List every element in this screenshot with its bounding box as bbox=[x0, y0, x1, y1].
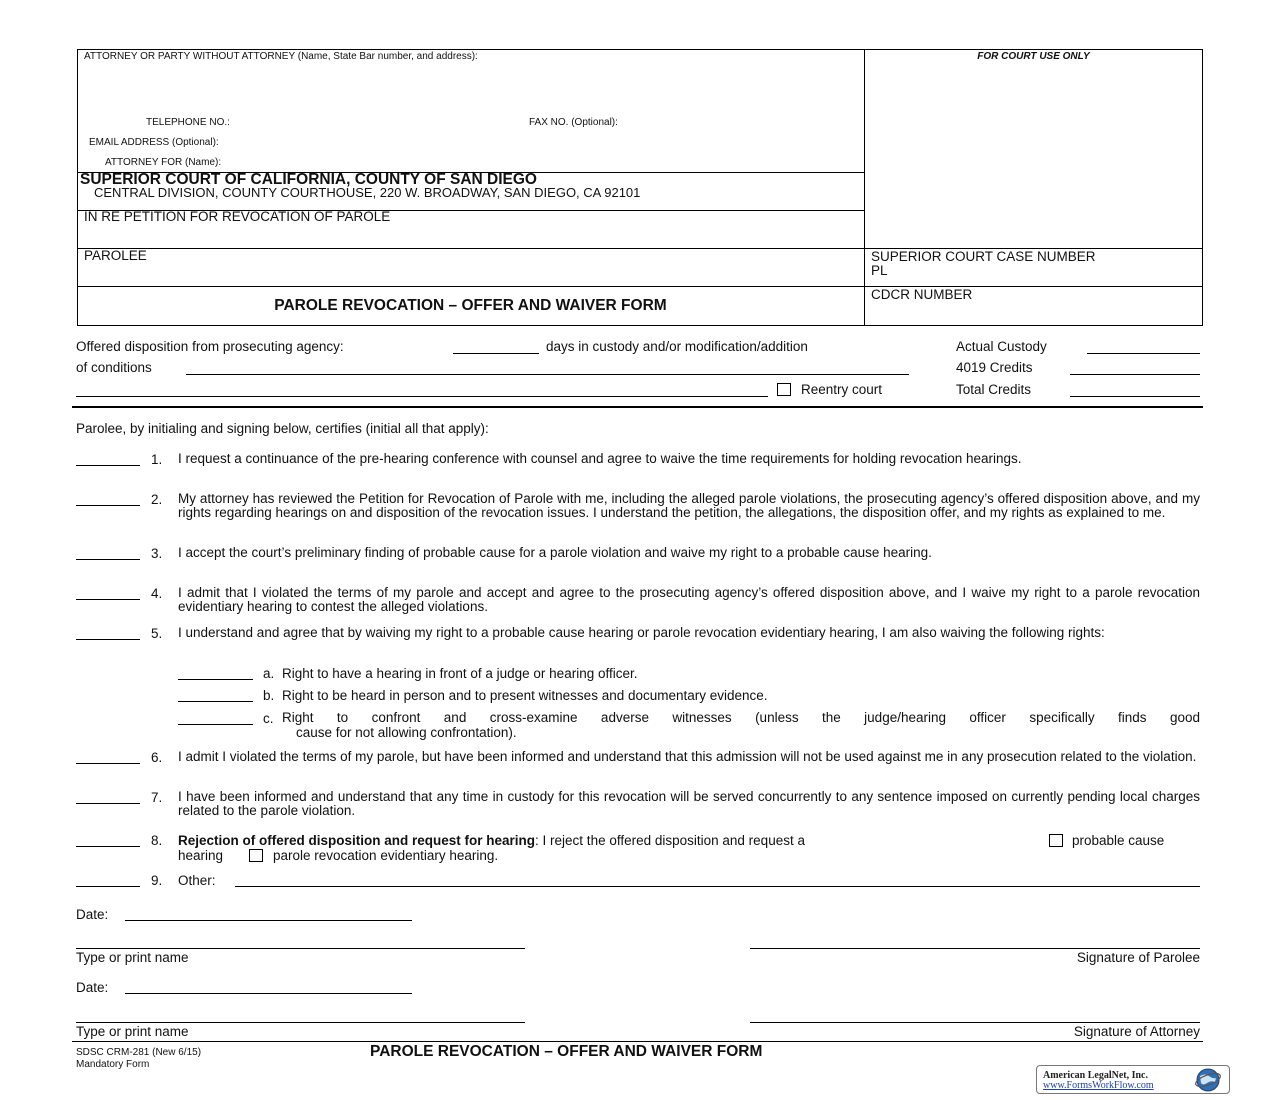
case-number-prefix: PL bbox=[871, 263, 888, 278]
initial-field-8[interactable] bbox=[76, 846, 140, 847]
type-name-label: Type or print name bbox=[76, 1024, 189, 1039]
court-address: CENTRAL DIVISION, COUNTY COURTHOUSE, 220 W. BROADWAY, SAN DIEGO, CA 92101 bbox=[94, 185, 641, 200]
parolee-date-field[interactable] bbox=[125, 920, 412, 921]
item-number: 4. bbox=[151, 586, 163, 601]
telephone-label: TELEPHONE NO.: bbox=[146, 117, 230, 128]
item-number: 6. bbox=[151, 750, 163, 765]
footer-rule bbox=[72, 1041, 1203, 1042]
signature-parolee-label: Signature of Parolee bbox=[1076, 950, 1200, 965]
other-field[interactable] bbox=[235, 886, 1200, 887]
item-8-bold: Rejection of offered disposition and request for hearing bbox=[178, 833, 536, 848]
logo-url: www.FormsWorkFlow.com bbox=[1043, 1080, 1154, 1091]
item-6-text: I admit I violated the terms of my parole, but have been informed and understand that this admission will not be used against me in any prosecution related to the violation. bbox=[178, 749, 1197, 764]
item-8-text-d: parole revocation evidentiary hearing. bbox=[273, 848, 499, 863]
actual-custody-label: Actual Custody bbox=[956, 339, 1047, 354]
initial-field-5[interactable] bbox=[76, 639, 140, 640]
initial-field-1[interactable] bbox=[76, 465, 140, 466]
probable-cause-checkbox[interactable] bbox=[1049, 834, 1063, 847]
legalnet-logo[interactable] bbox=[1036, 1065, 1230, 1094]
item-number: 5. bbox=[151, 626, 163, 641]
court-use-label: FOR COURT USE ONLY bbox=[977, 51, 1090, 62]
case-title: IN RE PETITION FOR REVOCATION OF PAROLE bbox=[84, 209, 391, 224]
type-name-label: Type or print name bbox=[76, 950, 189, 965]
item-number: 7. bbox=[151, 790, 163, 805]
item-1-text: I request a continuance of the pre-hearing conference with counsel and agree to waive the time requirements for holding revocation hearings. bbox=[178, 451, 1022, 466]
subitem-letter: b. bbox=[263, 688, 275, 703]
total-credits-label: Total Credits bbox=[956, 382, 1032, 397]
attorney-for-label: ATTORNEY FOR (Name): bbox=[105, 157, 222, 168]
email-label: EMAIL ADDRESS (Optional): bbox=[89, 137, 219, 148]
subitem-a-text: Right to have a hearing in front of a judge or hearing officer. bbox=[282, 666, 638, 681]
item-2-text: My attorney has reviewed the Petition for Revocation of Parole with me, including the alleged parole violations, the prosecuting agency’s offered disposition above, and my rights regarding hearings on and disposition of the revocation issues. I understand the petition, the allegations, the disposition offer, and my rights as explained to me. bbox=[178, 491, 1200, 520]
item-5-text: I understand and agree that by waiving my right to a probable cause hearing or parole revocation evidentiary hearing, I am also waiving the following rights: bbox=[178, 625, 1105, 640]
initial-field-5c[interactable] bbox=[178, 724, 253, 725]
subitem-letter: a. bbox=[263, 666, 275, 681]
conditions-field[interactable] bbox=[186, 374, 909, 375]
actual-custody-field[interactable] bbox=[1087, 353, 1200, 354]
initial-field-6[interactable] bbox=[76, 763, 140, 764]
conditions-field-2[interactable] bbox=[76, 396, 768, 397]
globe-icon bbox=[1193, 1067, 1223, 1093]
parolee-label: PAROLEE bbox=[84, 248, 147, 263]
date-label: Date: bbox=[76, 980, 109, 995]
offer-line1-a: Offered disposition from prosecuting agency: bbox=[76, 339, 344, 354]
item-8-text-a: : I reject the offered disposition and request a bbox=[535, 833, 805, 848]
credits-4019-label: 4019 Credits bbox=[956, 360, 1033, 375]
caption-divider bbox=[864, 49, 865, 326]
date-label: Date: bbox=[76, 907, 109, 922]
offer-line1-b: days in custody and/or modification/addition bbox=[546, 339, 808, 354]
initial-field-5b[interactable] bbox=[178, 701, 253, 702]
item-number: 9. bbox=[151, 873, 163, 888]
parolee-name-field[interactable] bbox=[76, 948, 525, 949]
item-4-text: I admit that I violated the terms of my parole and accept and agree to the prosecuting agency’s offered disposition above, and I waive my right to a parole revocation evidentiary hearing to contest the alleged violations. bbox=[178, 585, 1200, 614]
credits-4019-field[interactable] bbox=[1070, 374, 1200, 375]
form-title: PAROLE REVOCATION – OFFER AND WAIVER FORM bbox=[274, 297, 667, 314]
days-in-custody-field[interactable] bbox=[453, 353, 539, 354]
initial-field-2[interactable] bbox=[76, 505, 140, 506]
total-credits-field[interactable] bbox=[1070, 396, 1200, 397]
item-8-line1 bbox=[178, 833, 805, 848]
cdcr-number-label: CDCR NUMBER bbox=[871, 287, 973, 302]
initial-field-3[interactable] bbox=[76, 559, 140, 560]
item-number: 1. bbox=[151, 452, 163, 467]
section-rule bbox=[72, 406, 1203, 408]
subitem-b-text: Right to be heard in person and to present witnesses and documentary evidence. bbox=[282, 688, 768, 703]
mandatory-form: Mandatory Form bbox=[76, 1059, 150, 1070]
reentry-court-checkbox[interactable] bbox=[777, 383, 791, 396]
item-number: 2. bbox=[151, 492, 163, 507]
parolee-signature-field[interactable] bbox=[750, 948, 1200, 949]
initial-field-5a[interactable] bbox=[178, 679, 253, 680]
fax-label: FAX NO. (Optional): bbox=[529, 117, 618, 128]
item-number: 3. bbox=[151, 546, 163, 561]
offer-line2: of conditions bbox=[76, 360, 152, 375]
item-7-text: I have been informed and understand that any time in custody for this revocation will be served concurrently to any sentence imposed on currently pending local charges related to the parole violation. bbox=[178, 789, 1200, 818]
item-3-text: I accept the court’s preliminary finding of probable cause for a parole violation and waive my right to a probable cause hearing. bbox=[178, 545, 932, 560]
attorney-date-field[interactable] bbox=[125, 993, 412, 994]
item-8-text-b: probable cause bbox=[1072, 833, 1165, 848]
other-label: Other: bbox=[178, 873, 216, 888]
item-8-text-c: hearing bbox=[178, 848, 224, 863]
case-number-label: SUPERIOR COURT CASE NUMBER bbox=[871, 249, 1096, 264]
subitem-letter: c. bbox=[263, 711, 274, 726]
attorney-name-field[interactable] bbox=[76, 1022, 525, 1023]
item-number: 8. bbox=[151, 833, 163, 848]
attorney-label: ATTORNEY OR PARTY WITHOUT ATTORNEY (Name, State Bar number, and address): bbox=[84, 51, 478, 62]
initial-field-7[interactable] bbox=[76, 803, 140, 804]
subitem-c-text-2: cause for not allowing confrontation). bbox=[296, 725, 517, 740]
attorney-signature-field[interactable] bbox=[750, 1022, 1200, 1023]
signature-attorney-label: Signature of Attorney bbox=[1073, 1024, 1200, 1039]
certify-intro: Parolee, by initialing and signing below, certifies (initial all that apply): bbox=[76, 421, 489, 436]
form-id: SDSC CRM-281 (New 6/15) bbox=[76, 1047, 202, 1058]
reentry-court-label: Reentry court bbox=[801, 382, 883, 397]
court-name: SUPERIOR COURT OF CALIFORNIA, COUNTY OF SAN DIEGO bbox=[80, 171, 537, 188]
evidentiary-hearing-checkbox[interactable] bbox=[249, 849, 263, 862]
subitem-c-text: Right to confront and cross-examine adverse witnesses (unless the judge/hearing officer specifically finds good bbox=[282, 710, 1200, 725]
footer-title: PAROLE REVOCATION – OFFER AND WAIVER FORM bbox=[370, 1043, 763, 1060]
initial-field-9[interactable] bbox=[76, 886, 140, 887]
logo-name: American LegalNet, Inc. bbox=[1043, 1070, 1148, 1081]
initial-field-4[interactable] bbox=[76, 599, 140, 600]
